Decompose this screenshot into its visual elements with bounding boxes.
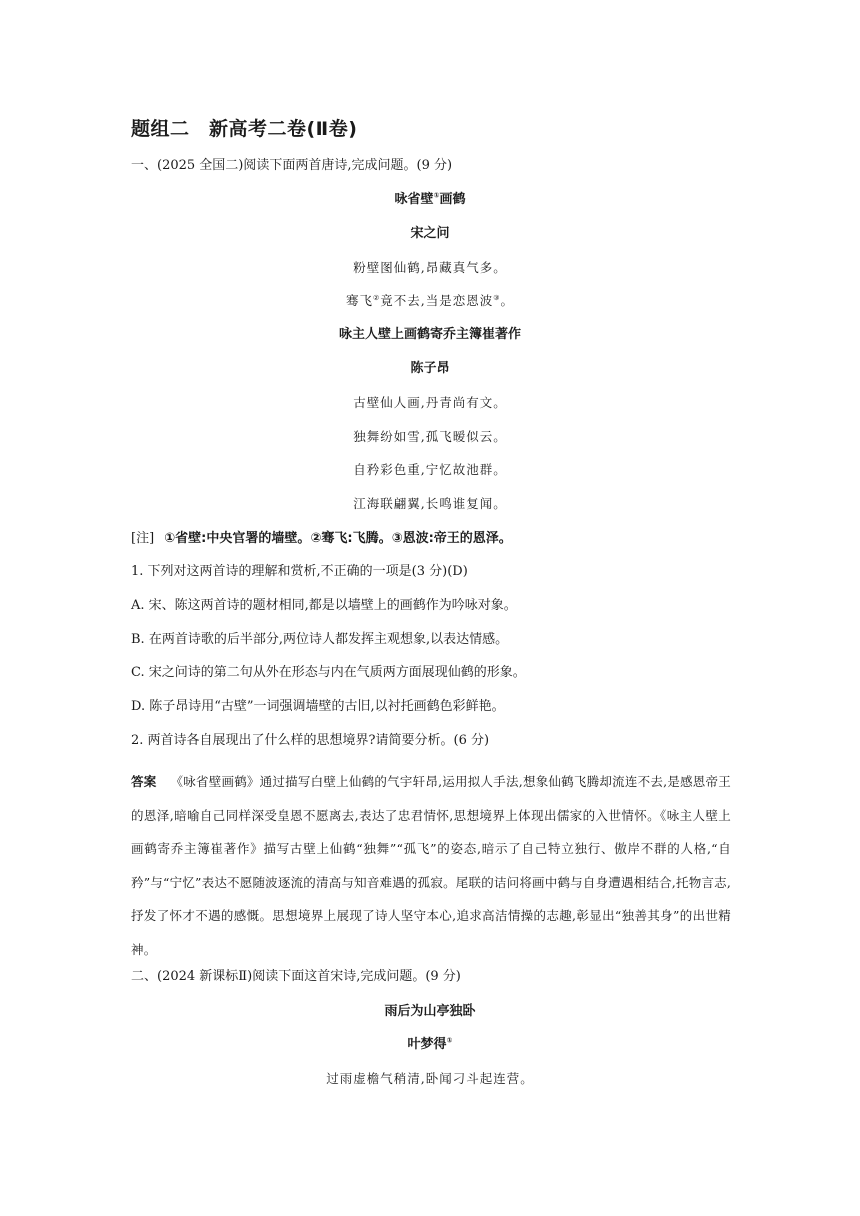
- option-b: B. 在两首诗歌的后半部分,两位诗人都发挥主观想象,以表达情感。: [131, 632, 509, 647]
- verse-part: 骞飞: [345, 293, 373, 308]
- poem-2-line-1: 古壁仙人画,丹青尚有文。: [353, 395, 507, 410]
- footnote-marker: ②: [372, 293, 381, 302]
- footnote-marker: ①: [433, 191, 440, 200]
- option-c: C. 宋之问诗的第二句从外在形态与内在气质两方面展现仙鹤的形象。: [131, 665, 526, 680]
- footnote-marker: ③: [493, 293, 501, 302]
- answer-text: 《咏省壁画鹤》通过描写白壁上仙鹤的气宇轩昂,运用拟人手法,想象仙鹤飞腾却流连不去,是感恩帝王的恩泽,暗喻自己同样深受皇恩不愿离去,表达了忠君情怀,思想境界上体现出儒家的入世情怀。《咏主人壁上画鹤寄乔主簿崔著作》描写古壁上仙鹤“独舞”“孤飞”的姿态,暗示了自己特立独行、傲岸不群的人格,“自矜”与“宁忆”表达不愿随波逐流的清高与知音难遇的孤寂。尾联的诘问将画中鹤与自身遭遇相结合,托物言志,抒发了怀才不遇的感慨。思想境界上展现了诗人坚守本心,追求高洁情操的志趣,彰显出“独善其身”的出世精神。: [131, 774, 731, 957]
- poem-2-line-4: 江海联翩翼,长鸣谁复闻。: [353, 496, 507, 511]
- annotation-label: [注]: [131, 531, 155, 546]
- question-intro-1: 一、(2025 全国二)阅读下面两首唐诗,完成问题。(9 分): [131, 158, 453, 173]
- answer-block: [131, 765, 731, 966]
- poem-2-title: 咏主人壁上画鹤寄乔主簿崔著作: [338, 327, 521, 342]
- question-2: 2. 两首诗各自展现出了什么样的思想境界?请简要分析。(6 分): [131, 733, 490, 748]
- poem-1-line-2: [0, 291, 860, 311]
- poem-2-line-2: 独舞纷如雪,孤飞暧似云。: [353, 429, 507, 444]
- question-intro-2: 二、(2024 新课标Ⅱ)阅读下面这首宋诗,完成问题。(9 分): [131, 969, 461, 984]
- question-1: 1. 下列对这两首诗的理解和赏析,不正确的一项是(3 分)(D): [131, 564, 468, 579]
- answer-label: 答案: [131, 774, 157, 789]
- footnote-marker: ①: [446, 1036, 453, 1045]
- poem-2-line-3: 自矜彩色重,宁忆故池群。: [353, 462, 507, 477]
- poem-3-line-1: 过雨虚檐气稍清,卧闻刁斗起连营。: [326, 1071, 534, 1086]
- poem-2-author: 陈子昂: [410, 361, 450, 376]
- annotation-note: [131, 529, 731, 549]
- option-a: A. 宋、陈这两首诗的题材相同,都是以墙壁上的画鹤作为吟咏对象。: [131, 598, 517, 613]
- annotation-text: ①省壁:中央官署的墙壁。②骞飞:飞腾。③恩波:帝王的恩泽。: [164, 531, 512, 546]
- poem-3-author: [0, 1035, 860, 1055]
- poem-3-author-name: 叶梦得: [407, 1037, 447, 1052]
- poem-1-title-part-b: 画鹤: [439, 192, 466, 207]
- section-title: 题组二 新高考二卷(Ⅱ卷): [131, 118, 358, 140]
- option-d: D. 陈子昂诗用“古壁”一词强调墙壁的古旧,以衬托画鹤色彩鲜艳。: [131, 699, 505, 714]
- verse-part: 。: [500, 293, 515, 308]
- verse-part: 竟不去,当是恋恩波: [380, 293, 494, 308]
- poem-1-line-1: 粉壁图仙鹤,昂藏真气多。: [353, 260, 507, 275]
- poem-1-title-part-a: 咏省壁: [394, 192, 434, 207]
- poem-1-author: 宋之问: [410, 226, 450, 241]
- poem-1-title: [0, 190, 860, 210]
- poem-3-title: 雨后为山亭独卧: [384, 1004, 476, 1019]
